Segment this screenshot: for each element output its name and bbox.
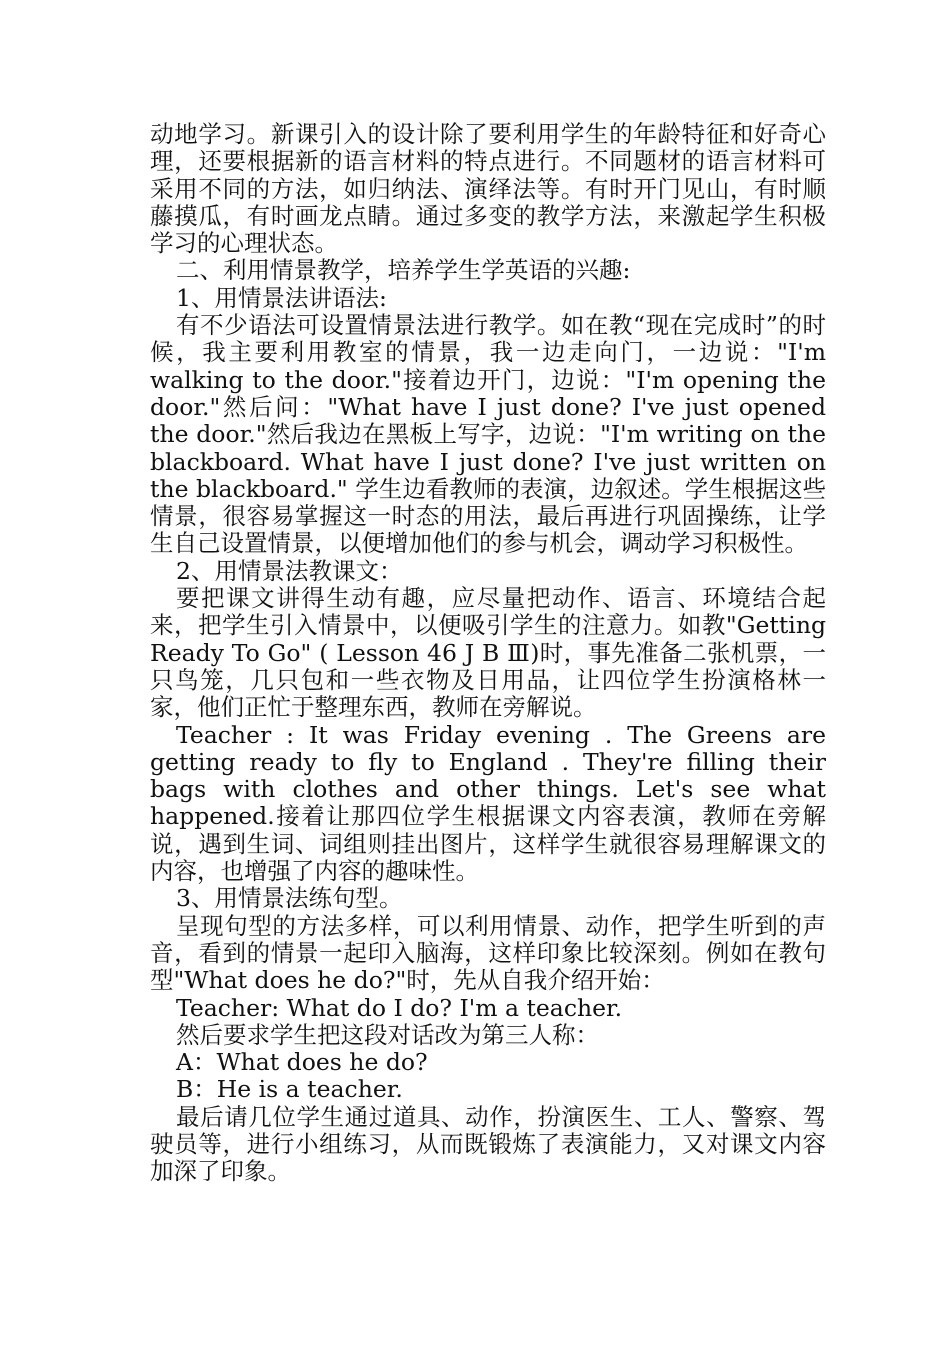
body-paragraph-intro: 动地学习。新课引入的设计除了要利用学生的年龄特征和好奇心理，还要根据新的语言材料的特点进行。不同题材的语言材料可采用不同的方法，如归纳法、演绎法等。有时开门见山，有时顺藤摸瓜，有时画龙点睛。通过多变的教学方法，来激起学生积极学习的心理状态。 bbox=[150, 120, 826, 258]
dialogue-line-a: A：What does he do? bbox=[176, 1048, 428, 1077]
body-paragraph-text-teaching: 要把课文讲得生动有趣，应尽量把动作、语言、环境结合起来，把学生引入情景中，以便吸引学生的注意力。如教"Getting Ready To Go" ( Lesson 46 J B Ⅲ)时，事先准备二张机票，一只鸟笼，几只包和一些衣物及日用品，让四位学生扮演格林一家，他们正忙于整理东西，教师在旁解说。 bbox=[150, 584, 826, 722]
subheading-sentence-patterns: 3、用情景法练句型。 bbox=[176, 884, 403, 913]
subheading-grammar: 1、用情景法讲语法: bbox=[176, 283, 387, 312]
document-page bbox=[150, 121, 826, 1186]
section-heading-situational-teaching: 二、利用情景教学，培养学生学英语的兴趣: bbox=[176, 256, 631, 285]
body-paragraph-teacher-example: Teacher : It was Friday evening . The Greens are getting ready to fly to England . They're filling their bags with clothes and other things. Let's see what happened.接着让那四位学生根据课文内容表演，教师在旁解说，遇到生词、词组则挂出图片，这样学生就很容易理解课文的内容，也增强了内容的趣味性。 bbox=[150, 720, 826, 886]
body-paragraph-conclusion: 最后请几位学生通过道具、动作，扮演医生、工人、警察、驾驶员等，进行小组练习，从而既锻炼了表演能力，又对课文内容加深了印象。 bbox=[150, 1102, 826, 1186]
body-paragraph-grammar: 有不少语法可设置情景法进行教学。如在教“现在完成时”的时候，我主要利用教室的情景，我一边走向门，一边说："I'm walking to the door."接着边开门，边说："I'm opening the door."然后问："What have I just done? I've just opened the door."然后我边在黑板上写字，边说："I'm writing on the blackboard. What have I just done? I've just written on the blackboard." 学生边看教师的表演，边叙述。学生根据这些情景，很容易掌握这一时态的用法，最后再进行巩固操练，让学生自己设置情景，以便增加他们的参与机会，调动学习积极性。 bbox=[150, 311, 826, 558]
dialogue-line-b: B：He is a teacher. bbox=[176, 1075, 403, 1104]
body-paragraph-sentence-patterns: 呈现句型的方法多样，可以利用情景、动作，把学生听到的声音，看到的情景一起印入脑海，这样印象比较深刻。例如在教句型"What does he do?"时，先从自我介绍开始： bbox=[150, 911, 826, 995]
dialogue-line-teacher: Teacher: What do I do? I'm a teacher. bbox=[176, 993, 623, 1022]
subheading-text-teaching: 2、用情景法教课文： bbox=[176, 556, 403, 585]
body-paragraph-third-person: 然后要求学生把这段对话改为第三人称： bbox=[176, 1020, 599, 1049]
